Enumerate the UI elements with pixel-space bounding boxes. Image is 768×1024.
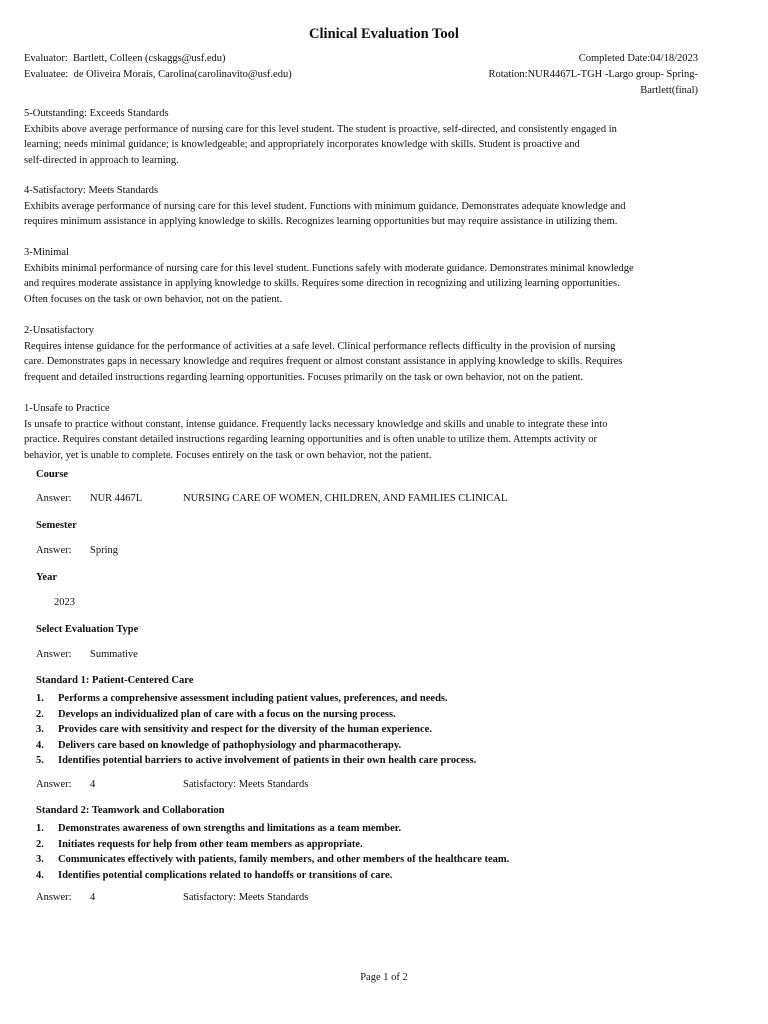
list-item [36,753,736,769]
scale-heading: 3-Minimal [24,247,69,258]
scale-heading: 5-Outstanding: Exceeds Standards [24,108,169,119]
item-text: Initiates requests for help from other team members as appropriate. [58,838,363,850]
scale-text: and requires moderate assistance in applying knowledge to skills. Requires some direction in recognizing and utilizing learning opportunities. [24,278,620,289]
document-title: Clinical Evaluation Tool [309,26,459,42]
item-number: 2. [36,708,44,720]
semester-value: Spring [90,545,119,556]
eval-type-value: Summative [90,649,138,660]
item-number: 1. [36,823,44,834]
scale-minimal [24,245,704,307]
answer-label: Answer: [36,779,72,790]
evaluatee-value: de Oliveira Morais, Carolina(carolinavito@usf.edu) [73,69,292,80]
completed-date: Completed Date:04/18/2023 [578,53,698,64]
list-item [36,722,736,738]
item-text: Develops an individualized plan of care with a focus on the nursing process. [58,708,396,720]
list-item [36,821,736,837]
page-number: Page 1 of 2 [360,972,408,983]
item-number: 4. [36,869,44,881]
eval-type-label: Select Evaluation Type [36,624,139,635]
item-number: 1. [36,693,44,704]
standard-1-score: 4 [90,779,96,790]
scale-text: self-directed in approach to learning. [24,154,179,166]
scale-text: Exhibits average performance of nursing care for this level student. Functions with minimum guidance. Demonstrates adequate knowledge and [24,200,626,212]
item-text: Communicates effectively with patients, family members, and other members of the healthcare team. [58,854,510,866]
scale-text: Requires intense guidance for the performance of activities at a safe level. Clinical performance reflects difficulty in the provision of nursing [24,340,616,352]
list-item [36,707,736,723]
standard-1-rating: Satisfactory: Meets Standards [183,779,309,790]
scale-text: Exhibits minimal performance of nursing care for this level student. Functions safely with moderate guidance. Demonstrates minimal knowledge [24,262,634,274]
scale-text: practice. Requires constant detailed instructions regarding learning opportunities and is often unable to utilize them. Attempts activity or [24,434,597,445]
scale-text: care. Demonstrates gaps in necessary knowledge and requires frequent or almost constant assistance in applying knowledge to skills. Requires [24,356,623,367]
evaluator-label: Evaluator: [24,53,68,64]
scale-outstanding [24,106,704,168]
scale-text: requires minimum assistance in applying knowledge to skills. Recognizes learning opportunities but may require assistance in utilizing them. [24,216,618,227]
evaluator-value: Bartlett, Colleen (cskaggs@usf.edu) [72,53,226,64]
item-text: Identifies potential complications related to handoffs or transitions of care. [58,869,393,881]
rotation-line-2: Bartlett(final) [640,85,698,96]
scale-heading: 4-Satisfactory: Meets Standards [24,185,159,196]
item-number: 4. [36,739,44,751]
course-code: NUR 4467L [90,493,143,504]
standard-1-list [36,691,736,769]
item-text: Performs a comprehensive assessment including patient values, preferences, and needs. [58,693,448,704]
year-label: Year [36,572,57,583]
scale-text: learning; needs minimal guidance; is knowledgeable; and appropriately incorporates knowledge with skills. Student is proactive and [24,139,580,150]
scale-satisfactory [24,183,704,230]
answer-label: Answer: [36,493,72,504]
list-item [36,837,736,853]
answer-label: Answer: [36,892,72,903]
header-right [489,51,699,99]
item-number: 3. [36,724,44,736]
item-text: Provides care with sensitivity and respect for the diversity of the human experience. [58,724,432,736]
answer-label: Answer: [36,649,72,660]
list-item [36,738,736,754]
course-label: Course [36,469,69,480]
standard-2-title: Standard 2: Teamwork and Collaboration [36,805,225,816]
scale-text: Often focuses on the task or own behavior, not on the patient. [24,293,283,305]
scale-text: Is unsafe to practice without constant, intense guidance. Frequently lacks necessary knowledge and skills and unable to integrate these into [24,418,608,430]
standard-2-list [36,821,736,883]
scale-heading: 1-Unsafe to Practice [24,403,110,414]
scale-heading: 2-Unsatisfactory [24,325,94,336]
scale-text: frequent and detailed instructions regarding learning opportunities. Focuses primarily on the task or own behavior, not on the patient. [24,371,584,383]
header-left [24,51,292,83]
answer-label: Answer: [36,545,72,556]
item-text: Delivers care based on knowledge of pathophysiology and pharmacotherapy. [58,739,402,751]
standard-1-title: Standard 1: Patient-Centered Care [36,675,194,686]
evaluator-line [24,51,292,67]
list-item [36,691,736,707]
item-text: Demonstrates awareness of own strengths and limitations as a team member. [58,823,402,834]
year-value: 2023 [54,597,75,608]
standard-2-rating: Satisfactory: Meets Standards [183,892,309,903]
item-number: 2. [36,838,44,850]
standard-2-score: 4 [90,892,96,903]
evaluatee-label: Evaluatee: [24,69,69,80]
item-number: 5. [36,755,44,767]
semester-label: Semester [36,520,77,531]
evaluatee-line [24,67,292,83]
course-name: NURSING CARE OF WOMEN, CHILDREN, AND FAMILIES CLINICAL [183,493,508,504]
list-item [36,852,736,868]
scale-text: Exhibits above average performance of nursing care for this level student. The student is proactive, self-directed, and consistently engaged in [24,123,617,135]
item-text: Identifies potential barriers to active involvement of patients in their own health care process. [58,755,477,767]
scale-unsafe [24,401,704,463]
scale-unsatisfactory [24,323,704,385]
rotation-line-1: Rotation:NUR4467L-TGH -Largo group- Spring- [488,69,698,80]
item-number: 3. [36,854,44,866]
scale-text: behavior, yet is unable to complete. Focuses entirely on the task or own behavior, not the patient. [24,449,432,461]
list-item [36,868,736,884]
